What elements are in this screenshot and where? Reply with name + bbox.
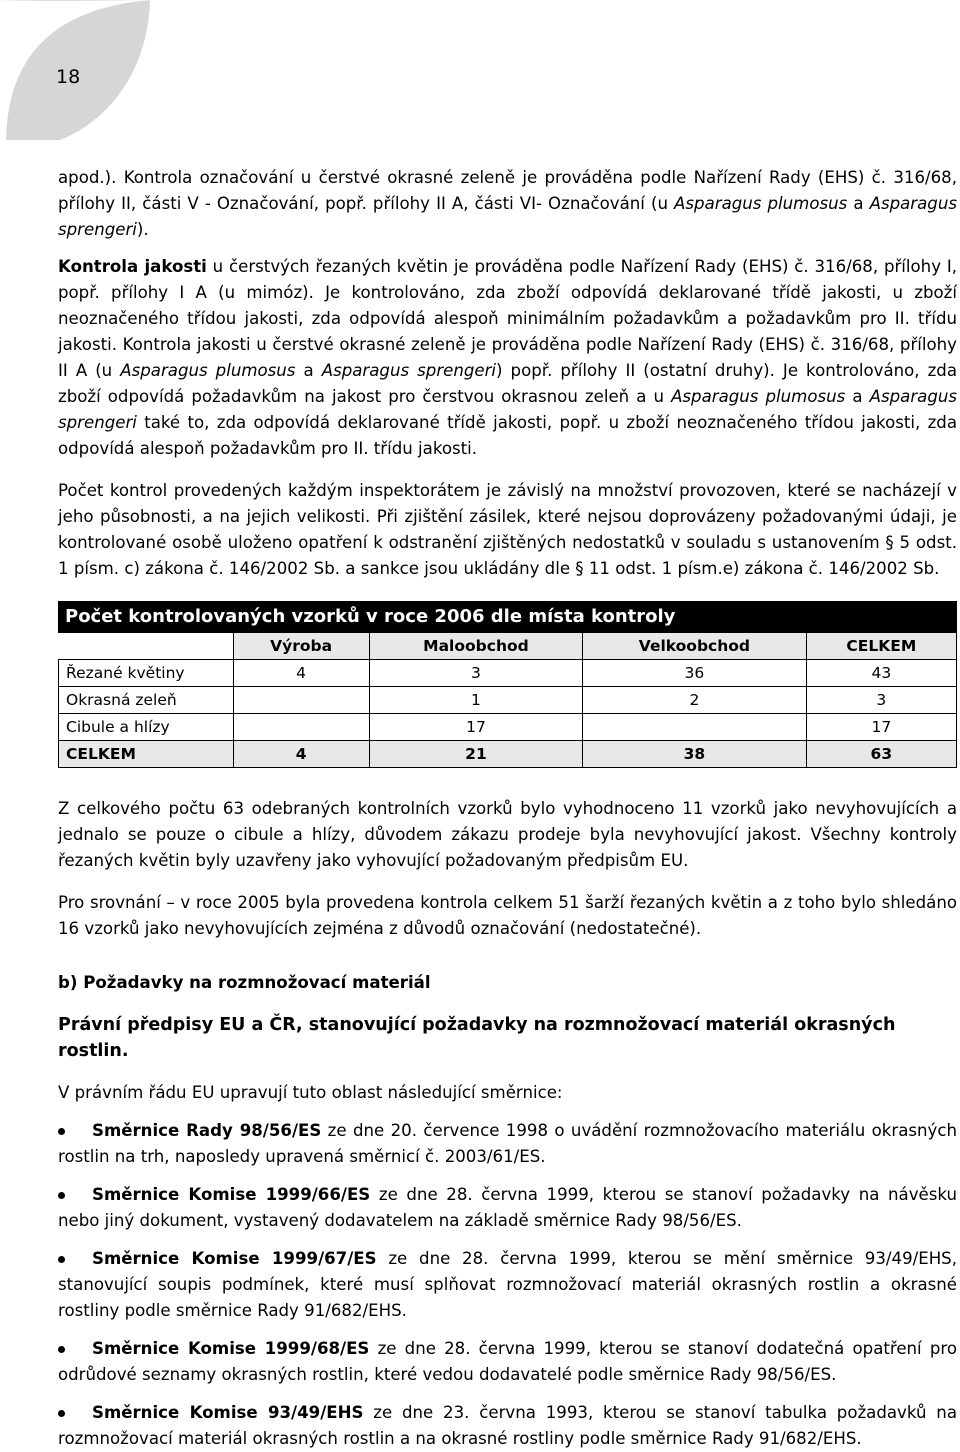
- column-header-vyroba: Výroba: [233, 633, 369, 660]
- table-row: [59, 660, 957, 687]
- table-title: Počet kontrolovaných vzorků v roce 2006 dle místa kontroly: [59, 602, 957, 633]
- list-item: Směrnice Komise 93/49/EHS ze dne 23. června 1993, kterou se stanoví tabulka požadavků na rozmnožovací materiál okrasných rostlin a na okrasné rostliny podle směrnice Rady 91/682/EHS.: [58, 1403, 957, 1448]
- table-cell: 43: [806, 660, 956, 687]
- column-header-celkem: CELKEM: [806, 633, 956, 660]
- subsection-heading: Právní předpisy EU a ČR, stanovující požadavky na rozmnožovací materiál okrasných rostlin.: [58, 1015, 896, 1061]
- table-cell: 3: [806, 687, 956, 714]
- paragraph-directives-intro: V právním řádu EU upravují tuto oblast následující směrnice:: [58, 1083, 563, 1102]
- table-cell: 36: [583, 660, 806, 687]
- page-number: 18: [56, 66, 81, 88]
- bullet-icon: [58, 1192, 65, 1199]
- row-label: Okrasná zeleň: [59, 687, 234, 714]
- table-cell: 4: [233, 660, 369, 687]
- table-cell: [233, 714, 369, 741]
- section-heading-b: b) Požadavky na rozmnožovací materiál: [58, 973, 431, 992]
- paragraph-results: Z celkového počtu 63 odebraných kontrolních vzorků bylo vyhodnoceno 11 vzorků jako nevyhovujících a jednalo se pouze o cibule a hlízy, důvodem zákazu prodeje byla nevyhovující jakost. Všechny kontroly řezaných květin byly uzavřeny jako vyhovující požadovaným předpisům EU.: [58, 799, 957, 870]
- column-header-maloobchod: Maloobchod: [369, 633, 582, 660]
- list-item: Směrnice Komise 1999/66/ES ze dne 28. června 1999, kterou se stanoví požadavky na návěsku nebo jiný dokument, vystavený dodavatelem na základě směrnice Rady 98/56/ES.: [58, 1185, 957, 1230]
- table-cell: 17: [806, 714, 956, 741]
- bullet-icon: [58, 1128, 65, 1135]
- table-cell: 3: [369, 660, 582, 687]
- table-row: [59, 687, 957, 714]
- bullet-icon: [58, 1346, 65, 1353]
- table-cell: 2: [583, 687, 806, 714]
- table-cell: 63: [806, 741, 956, 768]
- bullet-icon: [58, 1256, 65, 1263]
- table-corner: [59, 633, 234, 660]
- paragraph-labelling: apod.). Kontrola označování u čerstvé okrasné zeleně je prováděna podle Nařízení Rady (EHS) č. 316/68, přílohy II, části V - Označování, popř. přílohy II A, části VI- Označování (u Asparagus plumosus a Asparagus sprengeri).: [58, 168, 957, 239]
- row-label: CELKEM: [59, 741, 234, 768]
- document-body: [58, 165, 957, 1452]
- table-cell: 1: [369, 687, 582, 714]
- table-total-row: [59, 741, 957, 768]
- table-cell: [233, 687, 369, 714]
- paragraph-inspection-count: Počet kontrol provedených každým inspektorátem je závislý na množství provozoven, které se nacházejí v jeho působnosti, a na jejich velikosti. Při zjištění zásilek, které nejsou doprovázeny požadovanými údaji, je kontrolované osobě uloženo opatření k odstranění zjištěných nedostatků v souladu s ustanovením § 5 odst. 1 písm. c) zákona č. 146/2002 Sb. a sankce jsou ukládány dle § 11 odst. 1 písm.e) zákona č. 146/2002 Sb.: [58, 481, 957, 578]
- table-cell: 38: [583, 741, 806, 768]
- row-label: Cibule a hlízy: [59, 714, 234, 741]
- list-item: Směrnice Rady 98/56/ES ze dne 20. července 1998 o uvádění rozmnožovacího materiálu okrasných rostlin na trh, naposledy upravená směrnicí č. 2003/61/ES.: [58, 1121, 957, 1166]
- samples-table: [58, 601, 957, 768]
- table-cell: 21: [369, 741, 582, 768]
- table-row: [59, 714, 957, 741]
- bullet-icon: [58, 1410, 65, 1417]
- paragraph-comparison: Pro srovnání – v roce 2005 byla provedena kontrola celkem 51 šarží řezaných květin a z toho bylo shledáno 16 vzorků jako nevyhovujících zejména z důvodů označování (nedostatečné).: [58, 893, 957, 938]
- table-cell: 17: [369, 714, 582, 741]
- paragraph-quality-control: Kontrola jakosti u čerstvých řezaných květin je prováděna podle Nařízení Rady (EHS) č. 316/68, přílohy I, popř. přílohy I A (u mimóz). Je kontrolováno, zda zboží odpovídá deklarované třídě jakosti, u zboží neoznačeného třídou jakosti, zda odpovídá alespoň minimálním požadavkům a požadavkům pro II. třídu jakosti. Kontrola jakosti u čerstvé okrasné zeleně je prováděna podle Nařízení Rady (EHS) č. 316/68, přílohy II A (u Asparagus plumosus a Asparagus sprengeri) popř. přílohy II (ostatní druhy). Je kontrolováno, zda zboží odpovídá požadavkům na jakost pro čerstvou okrasnou zeleň a u Asparagus plumosus a Asparagus sprengeri také to, zda odpovídá deklarované třídě jakosti, popř. u zboží neoznačeného třídou jakosti, zda odpovídá alespoň požadavkům pro II. třídu jakosti.: [58, 257, 958, 458]
- row-label: Řezané květiny: [59, 660, 234, 687]
- column-header-velkoobchod: Velkoobchod: [583, 633, 806, 660]
- table-cell: [583, 714, 806, 741]
- table-cell: 4: [233, 741, 369, 768]
- list-item: Směrnice Komise 1999/67/ES ze dne 28. června 1999, kterou se mění směrnice 93/49/EHS, stanovující soupis podmínek, které musí splňovat rozmnožovací materiál okrasných rostlin a okrasné rostliny podle směrnice Rady 91/682/EHS.: [58, 1249, 957, 1320]
- list-item: Směrnice Komise 1999/68/ES ze dne 28. června 1999, kterou se stanoví dodatečná opatření pro odrůdové seznamy okrasných rostlin, které vedou dodavatelé podle směrnice Rady 98/56/ES.: [58, 1339, 957, 1384]
